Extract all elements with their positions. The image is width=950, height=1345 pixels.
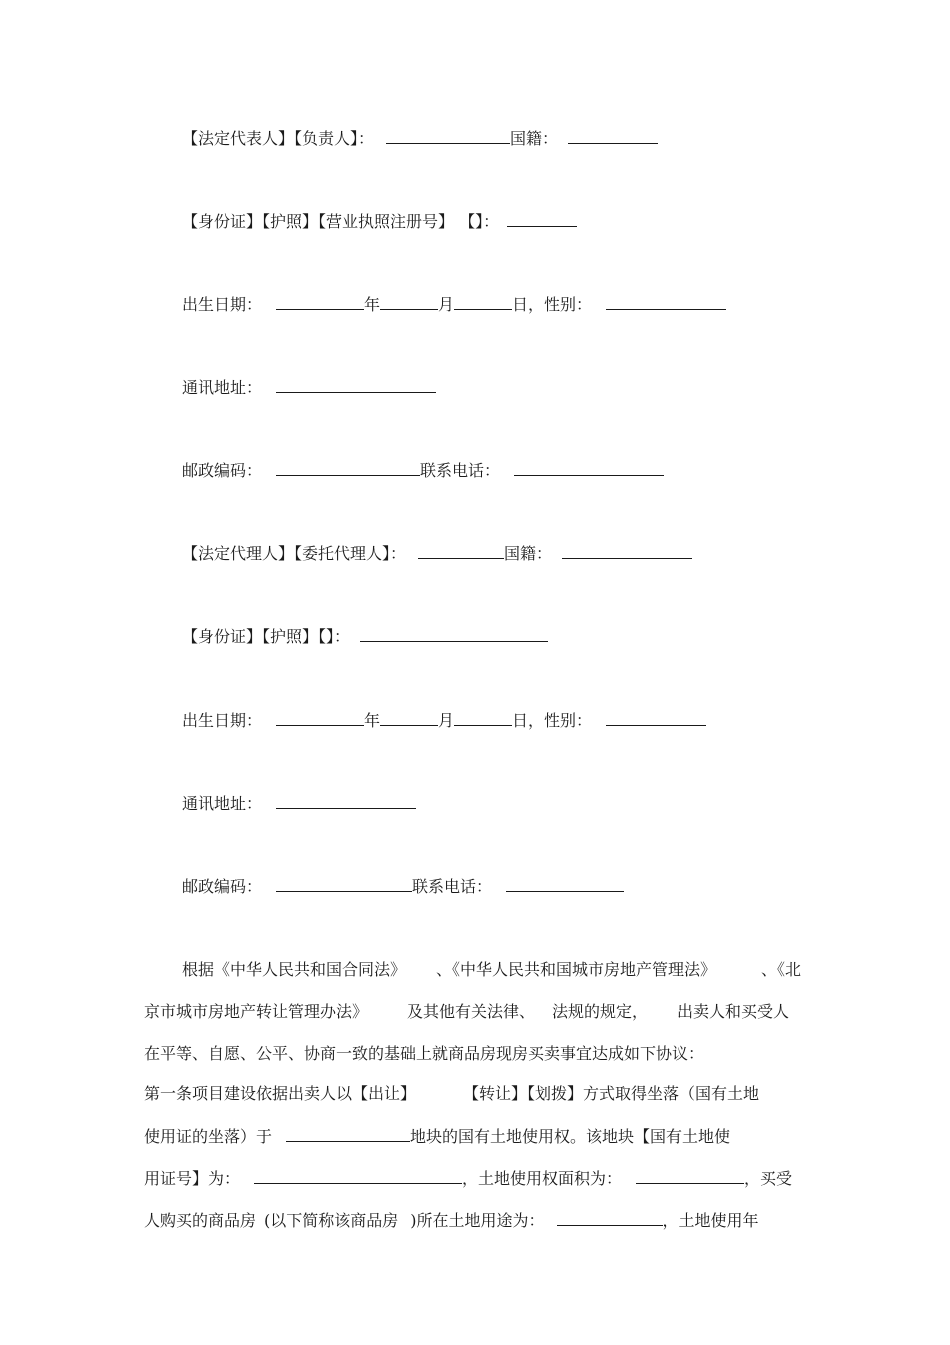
para1-line1-b: 、《中华人民共和国城市房地产管理法》 [436, 960, 717, 979]
article1-line2-a: 使用证的坐落）于 [144, 1127, 273, 1146]
land-area-blank[interactable] [636, 1168, 744, 1184]
article1-line4-d: ，土地使用年 [662, 1211, 759, 1230]
agent-year-label: 年 [364, 711, 381, 730]
postcode-label: 邮政编码： [182, 461, 263, 480]
legal-rep-label: 【法定代表人】【负责人】： [182, 129, 375, 148]
postcode-line [182, 460, 664, 481]
gender-blank[interactable] [606, 294, 726, 310]
phone-label: 联系电话： [420, 461, 501, 480]
birth-year-blank[interactable] [276, 294, 364, 310]
agent-phone-label: 联系电话： [412, 877, 493, 896]
land-use-blank[interactable] [557, 1210, 663, 1226]
article1-line2 [144, 1126, 730, 1147]
agent-birth-month-blank[interactable] [380, 710, 438, 726]
article1-line4-c: )所在土地用途为： [410, 1211, 545, 1230]
birth-day-blank[interactable] [454, 294, 512, 310]
year-label: 年 [364, 295, 381, 314]
agent-postcode-line [182, 876, 624, 897]
month-label: 月 [438, 295, 455, 314]
agent-address-label: 通讯地址： [182, 794, 263, 813]
article1-line3-a: 用证号】为： [144, 1169, 241, 1188]
para1-line2-d: 出卖人和买受人 [677, 1002, 790, 1021]
legal-rep-blank[interactable] [386, 128, 510, 144]
para1-line3: 在平等、自愿、公平、协商一致的基础上就商品房现房买卖事宜达成如下协议： [144, 1044, 705, 1063]
article1-line4-a: 人购买的商品房 [144, 1211, 257, 1230]
postcode-blank[interactable] [276, 460, 420, 476]
id-line [182, 211, 577, 232]
agent-birth-label: 出生日期： [182, 711, 263, 730]
agent-postcode-label: 邮政编码： [182, 877, 263, 896]
article1-line1-b: 【转让】【划拨】方式取得坐落（国有土地 [463, 1084, 760, 1103]
agent-day-gender-label: 日，性别： [512, 711, 593, 730]
para1-line2-a: 京市城市房地产转让管理办法》 [144, 1002, 369, 1021]
agent-blank[interactable] [418, 543, 504, 559]
para1-line1-a: 根据《中华人民共和国合同法》 [182, 960, 407, 979]
article1-line1-a: 第一条项目建设依据出卖人以【出让】 [144, 1084, 417, 1103]
agent-id-label: 【身份证】【护照】【】： [182, 627, 351, 646]
nationality-blank[interactable] [568, 128, 658, 144]
agent-phone-blank[interactable] [506, 876, 624, 892]
birth-month-blank[interactable] [380, 294, 438, 310]
para1-line2-c: 法规的规定， [552, 1002, 649, 1021]
land-cert-blank[interactable] [254, 1168, 462, 1184]
agent-label: 【法定代理人】【委托代理人】： [182, 544, 407, 563]
agent-birth-day-blank[interactable] [454, 710, 512, 726]
agent-line [182, 543, 692, 564]
agent-id-line [182, 626, 548, 647]
agent-nationality-label: 国籍： [504, 544, 553, 563]
article1-line4-b: (以下简称该商品房 [264, 1211, 399, 1230]
agent-address-blank[interactable] [276, 793, 416, 809]
article1-line2-b: 地块的国有土地使用权。该地块【国有土地使 [410, 1127, 731, 1146]
legal-rep-line [182, 128, 658, 149]
agent-id-blank[interactable] [360, 626, 548, 642]
address-label: 通讯地址： [182, 378, 263, 397]
agent-month-label: 月 [438, 711, 455, 730]
birth-line [182, 294, 726, 315]
id-blank[interactable] [507, 211, 577, 227]
id-label: 【身份证】【护照】【营业执照注册号】 【】： [182, 212, 500, 231]
address-line [182, 377, 436, 398]
agent-birth-year-blank[interactable] [276, 710, 364, 726]
article1-line4 [144, 1210, 759, 1231]
agent-birth-line [182, 710, 706, 731]
address-blank[interactable] [276, 377, 436, 393]
agent-address-line [182, 793, 416, 814]
article1-line3-b: ，土地使用权面积为： [462, 1169, 623, 1188]
agent-postcode-blank[interactable] [276, 876, 412, 892]
birth-label: 出生日期： [182, 295, 263, 314]
article1-line3 [144, 1168, 792, 1189]
para1-line1-c: 、《北 [761, 960, 802, 979]
article1-line3-c: ，买受 [744, 1169, 793, 1188]
agent-gender-blank[interactable] [606, 710, 706, 726]
day-gender-label: 日，性别： [512, 295, 593, 314]
para1-line2-b: 及其他有关法律、 [407, 1002, 536, 1021]
nationality-label: 国籍： [510, 129, 559, 148]
land-parcel-blank[interactable] [286, 1126, 410, 1142]
agent-nationality-blank[interactable] [562, 543, 692, 559]
phone-blank[interactable] [514, 460, 664, 476]
